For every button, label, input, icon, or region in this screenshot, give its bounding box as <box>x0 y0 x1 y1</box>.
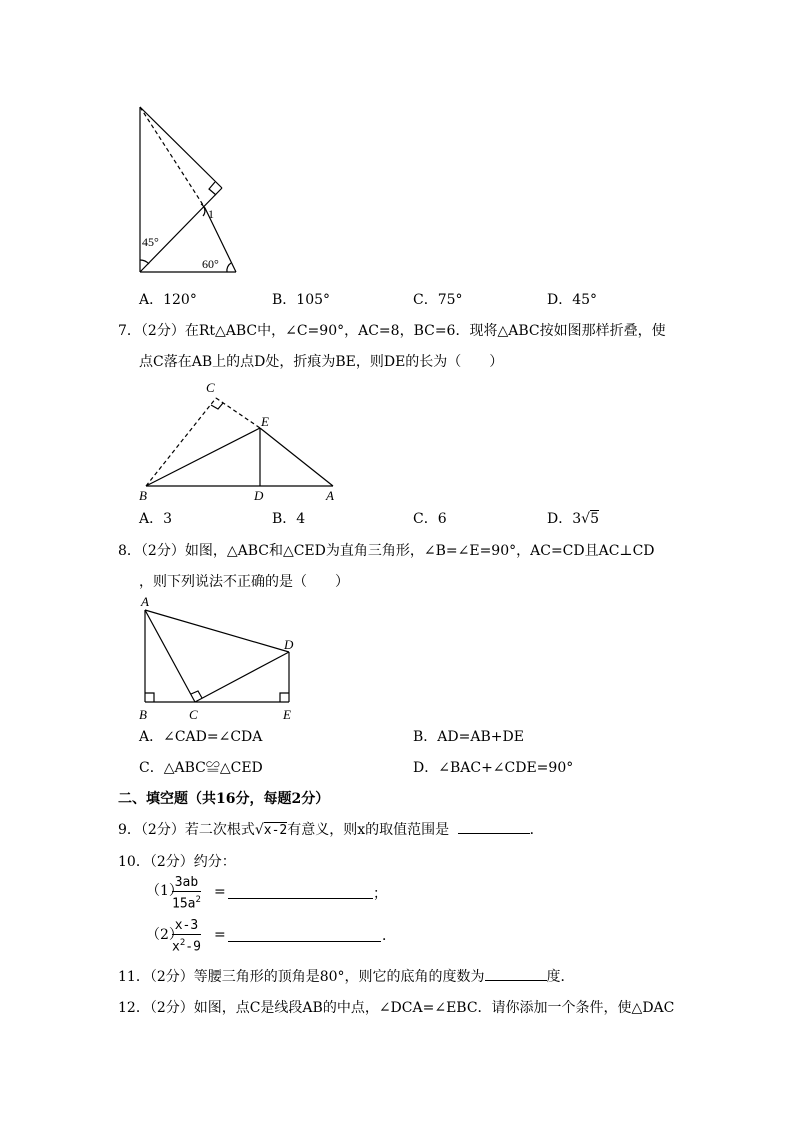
denominator: $15a^2$ <box>172 895 201 912</box>
q10-stem: 10．（2分）约分： <box>118 854 236 870</box>
denominator: $x^2-9$ <box>172 938 201 955</box>
q7-option-a[interactable]: A．3 <box>139 511 173 527</box>
q11-answer-blank[interactable] <box>485 980 547 981</box>
q10-part2-label: （2） <box>146 927 183 943</box>
q7-option-d[interactable]: D．3√5 <box>547 511 599 527</box>
q10-part2-fraction <box>172 918 201 955</box>
q8-option-d[interactable]: D．∠BAC+∠CDE=90° <box>413 760 574 776</box>
q7-stem-line1: 7．（2分）在Rt△ABC中，∠C=90°，AC=8，BC=6．现将△ABC按如图那样折叠，使 <box>118 323 666 339</box>
q10-part1-label: （1） <box>146 883 183 899</box>
q8-label-C: C <box>189 707 198 722</box>
q7-label-E: E <box>261 414 269 429</box>
q8-label-D: D <box>284 637 294 652</box>
q8-option-c[interactable]: C．△ABC≌△CED <box>139 760 263 776</box>
q6-option-b[interactable]: B．105° <box>272 292 331 308</box>
q7-label-A: A <box>326 488 334 502</box>
sqrt-sign: √ <box>254 822 264 838</box>
q8-option-a[interactable]: A．∠CAD=∠CDA <box>139 729 263 745</box>
q6-option-d[interactable]: D．45° <box>547 292 598 308</box>
q6-label-1: 1 <box>208 207 214 221</box>
q10-part2-end: ． <box>382 928 396 944</box>
q6-option-a[interactable]: A．120° <box>139 292 197 308</box>
q9-radicand: x-2 <box>263 823 288 838</box>
q7-label-B: B <box>139 488 147 502</box>
numerator: x-3 <box>172 918 201 935</box>
q8-stem-line2: ，则下列说法不正确的是（ ） <box>139 574 349 590</box>
q7-option-b[interactable]: B．4 <box>272 511 306 527</box>
q7-option-c[interactable]: C．6 <box>413 511 447 527</box>
q7-label-C: C <box>206 380 215 395</box>
q8-figure <box>135 592 305 724</box>
q9-answer-blank[interactable] <box>458 833 530 834</box>
section-heading: 二、填空题（共16分，每题2分） <box>118 791 330 807</box>
q7-label-D: D <box>254 488 264 502</box>
q10-part2-eq: = <box>214 927 226 943</box>
q8-option-b[interactable]: B．AD=AB+DE <box>413 729 524 745</box>
q10-part2-answer-blank[interactable] <box>228 925 381 942</box>
q10-part1-end: ； <box>373 886 387 902</box>
q6-label-60: 60° <box>202 257 219 271</box>
q8-stem-line1: 8．（2分）如图，△ABC和△CED为直角三角形，∠B=∠E=90°，AC=CD且AC⊥CD <box>118 543 655 559</box>
q10-part1-answer-blank[interactable] <box>228 882 373 899</box>
q7-figure <box>135 376 355 502</box>
q6-label-45: 45° <box>142 235 159 249</box>
q8-label-E: E <box>283 707 291 722</box>
q6-option-c[interactable]: C．75° <box>413 292 463 308</box>
q9-stem: 9．（2分）若二次根式√x-2有意义，则x的取值范围是 ． <box>118 822 544 838</box>
radicand: 5 <box>590 511 599 527</box>
q8-label-A: A <box>141 594 149 609</box>
q10-part1-eq: = <box>214 884 226 900</box>
q10-part1-fraction <box>172 875 201 912</box>
q12-stem: 12．（2分）如图，点C是线段AB的中点，∠DCA=∠EBC．请你添加一个条件，使△DAC <box>118 1000 675 1016</box>
q6-figure <box>130 100 250 280</box>
q11-stem: 11．（2分）等腰三角形的顶角是80°，则它的底角的度数为 度． <box>118 969 575 985</box>
q7-stem-line2: 点C落在AB上的点D处，折痕为BE，则DE的长为（ ） <box>139 354 504 370</box>
q8-label-B: B <box>139 707 147 722</box>
sqrt-sign: √ <box>581 511 591 527</box>
numerator: 3ab <box>172 875 201 892</box>
